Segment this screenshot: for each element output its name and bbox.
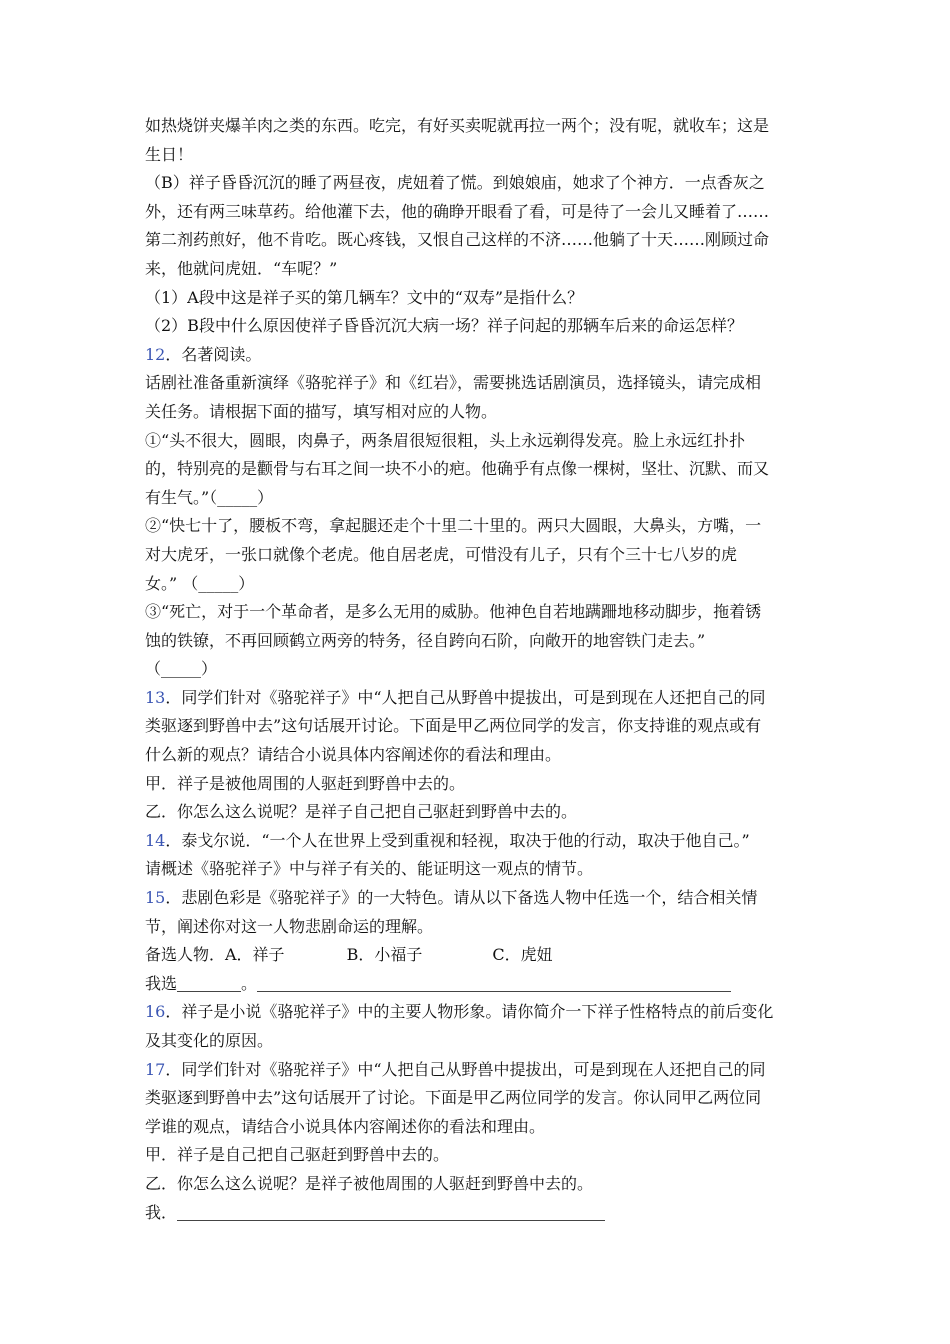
q17-line: 甲．祥子是自己把自己驱赶到野兽中去的。	[145, 1145, 450, 1165]
question-1: （1）A段中这是祥子买的第几辆车？文中的“双寿”是指什么？	[145, 287, 584, 307]
question-2: （2）B段中什么原因使祥子昏昏沉沉大病一场？祥子问起的那辆车后来的命运怎样？	[145, 316, 743, 336]
q12-item3-line: （_____）	[145, 659, 218, 679]
option-c: C．虎妞	[492, 945, 553, 965]
me-label: 我．	[145, 1202, 178, 1222]
q14-line: ．泰戈尔说．“一个人在世界上受到重视和轻视，取决于他的行动，取决于他自己。”	[165, 830, 750, 850]
q13-line: 类驱逐到野兽中去”这句话展开讨论。下面是甲乙两位同学的发言，你支持谁的观点或有	[145, 716, 762, 736]
q12-intro-line: 话剧社准备重新演绎《骆驼祥子》和《红岩》，需要挑选话剧演员，选择镜头，请完成相	[145, 373, 762, 393]
q12-item3-line: 蚀的铁镣，不再回顾鹤立两旁的特务，径自跨向石阶，向敞开的地窖铁门走去。”	[145, 630, 706, 650]
q12-item2-line: 对大虎牙，一张口就像个老虎。他自居老虎，可惜没有儿子，只有个三十七八岁的虎	[145, 544, 738, 564]
q16-line: 及其变化的原因。	[145, 1031, 274, 1050]
q12-item1-line: ①“头不很大，圆眼，肉鼻子，两条眉很短很粗，头上永远剃得发亮。脸上永远红扑扑	[145, 430, 746, 450]
text-line: 外，还有两三味草药。给他灌下去，他的确睁开眼看了看，可是待了一会儿又睡着了……	[145, 201, 770, 221]
question-number: 17	[145, 1059, 166, 1079]
q12-item3-line: ③“死亡，对于一个革命者，是多么无用的威胁。他神色自若地蹒跚地移动脚步，拖着锈	[145, 602, 762, 622]
text-line: 第二剂药煎好，他不肯吃。既心疼钱，又恨自己这样的不济……他躺了十天……刚顾过命	[145, 230, 770, 250]
q15-line: ．悲剧色彩是《骆驼祥子》的一大特色。请从以下备选人物中任选一个，结合相关情	[165, 888, 758, 908]
q12-item2-line: 女。” （_____）	[145, 573, 255, 593]
answer-blank[interactable]	[177, 1204, 605, 1221]
choice-blank[interactable]	[177, 975, 241, 992]
q13-line: ．同学们针对《骆驼祥子》中“人把自己从野兽中提拔出，可是到现在人还把自己的同	[165, 687, 766, 707]
question-number: 12	[145, 344, 166, 364]
q12-heading	[145, 341, 805, 370]
q12-item2-line: ②“快七十了，腰板不弯，拿起腿还走个十里二十里的。两只大圆眼，大鼻头，方嘴，一	[145, 516, 762, 536]
question-title: ．名著阅读。	[165, 344, 262, 364]
option-a: 备选人物．A．祥子	[145, 945, 285, 965]
q15-options	[145, 941, 805, 970]
choose-label: 我选	[145, 973, 178, 993]
q13-line: 乙．你怎么这么说呢？是祥子自己把自己驱赶到野兽中去的。	[145, 802, 578, 822]
q12-item1-line: 有生气。”（_____）	[145, 487, 274, 507]
question-number: 16	[145, 1002, 166, 1022]
q13-line: 什么新的观点？请结合小说具体内容阐述你的看法和理由。	[145, 745, 562, 765]
question-number: 14	[145, 830, 166, 850]
question-number: 15	[145, 888, 166, 908]
q14-heading	[145, 827, 805, 856]
q12-item1-line: 的，特别亮的是颧骨与右耳之间一块不小的疤。他确乎有点像一棵树，坚壮、沉默、而又	[145, 459, 770, 479]
q15-line: 节，阐述你对这一人物悲剧命运的理解。	[145, 916, 434, 936]
q17-line: 学谁的观点，请结合小说具体内容阐述你的看法和理由。	[145, 1116, 546, 1136]
q17-answer-line	[145, 1199, 805, 1228]
q17-line: 类驱逐到野兽中去”这句话展开了讨论。下面是甲乙两位同学的发言。你认同甲乙两位同	[145, 1088, 762, 1108]
text-line: （B）祥子昏昏沉沉的睡了两昼夜，虎妞着了慌。到娘娘庙，她求了个神方．一点香灰之	[145, 173, 765, 193]
q16-line: ．祥子是小说《骆驼祥子》中的主要人物形象。请你简介一下祥子性格特点的前后变化	[165, 1002, 774, 1022]
q16-heading	[145, 998, 805, 1027]
period: 。	[241, 973, 258, 993]
text-line: 生日！	[145, 144, 194, 164]
question-number: 13	[145, 687, 166, 707]
q15-heading	[145, 884, 805, 913]
q14-line: 请概述《骆驼祥子》中与祥子有关的、能证明这一观点的情节。	[145, 859, 594, 879]
q15-answer-line	[145, 970, 805, 999]
q17-heading	[145, 1056, 805, 1085]
q17-line: ．同学们针对《骆驼祥子》中“人把自己从野兽中提拔出，可是到现在人还把自己的同	[165, 1059, 766, 1079]
document-page	[145, 112, 805, 1227]
text-line: 如热烧饼夹爆羊肉之类的东西。吃完，有好买卖呢就再拉一两个；没有呢，就收车；这是	[145, 116, 770, 135]
text-line: 来，他就问虎妞．“车呢？”	[145, 258, 338, 278]
q13-line: 甲．祥子是被他周围的人驱赶到野兽中去的。	[145, 773, 466, 793]
q17-line: 乙．你怎么这么说呢？是祥子被他周围的人驱赶到野兽中去的。	[145, 1173, 594, 1193]
q13-heading	[145, 684, 805, 713]
option-b: B．小福子	[346, 945, 423, 965]
answer-blank[interactable]	[257, 975, 731, 992]
q12-intro-line: 关任务。请根据下面的描写，填写相对应的人物。	[145, 401, 498, 421]
